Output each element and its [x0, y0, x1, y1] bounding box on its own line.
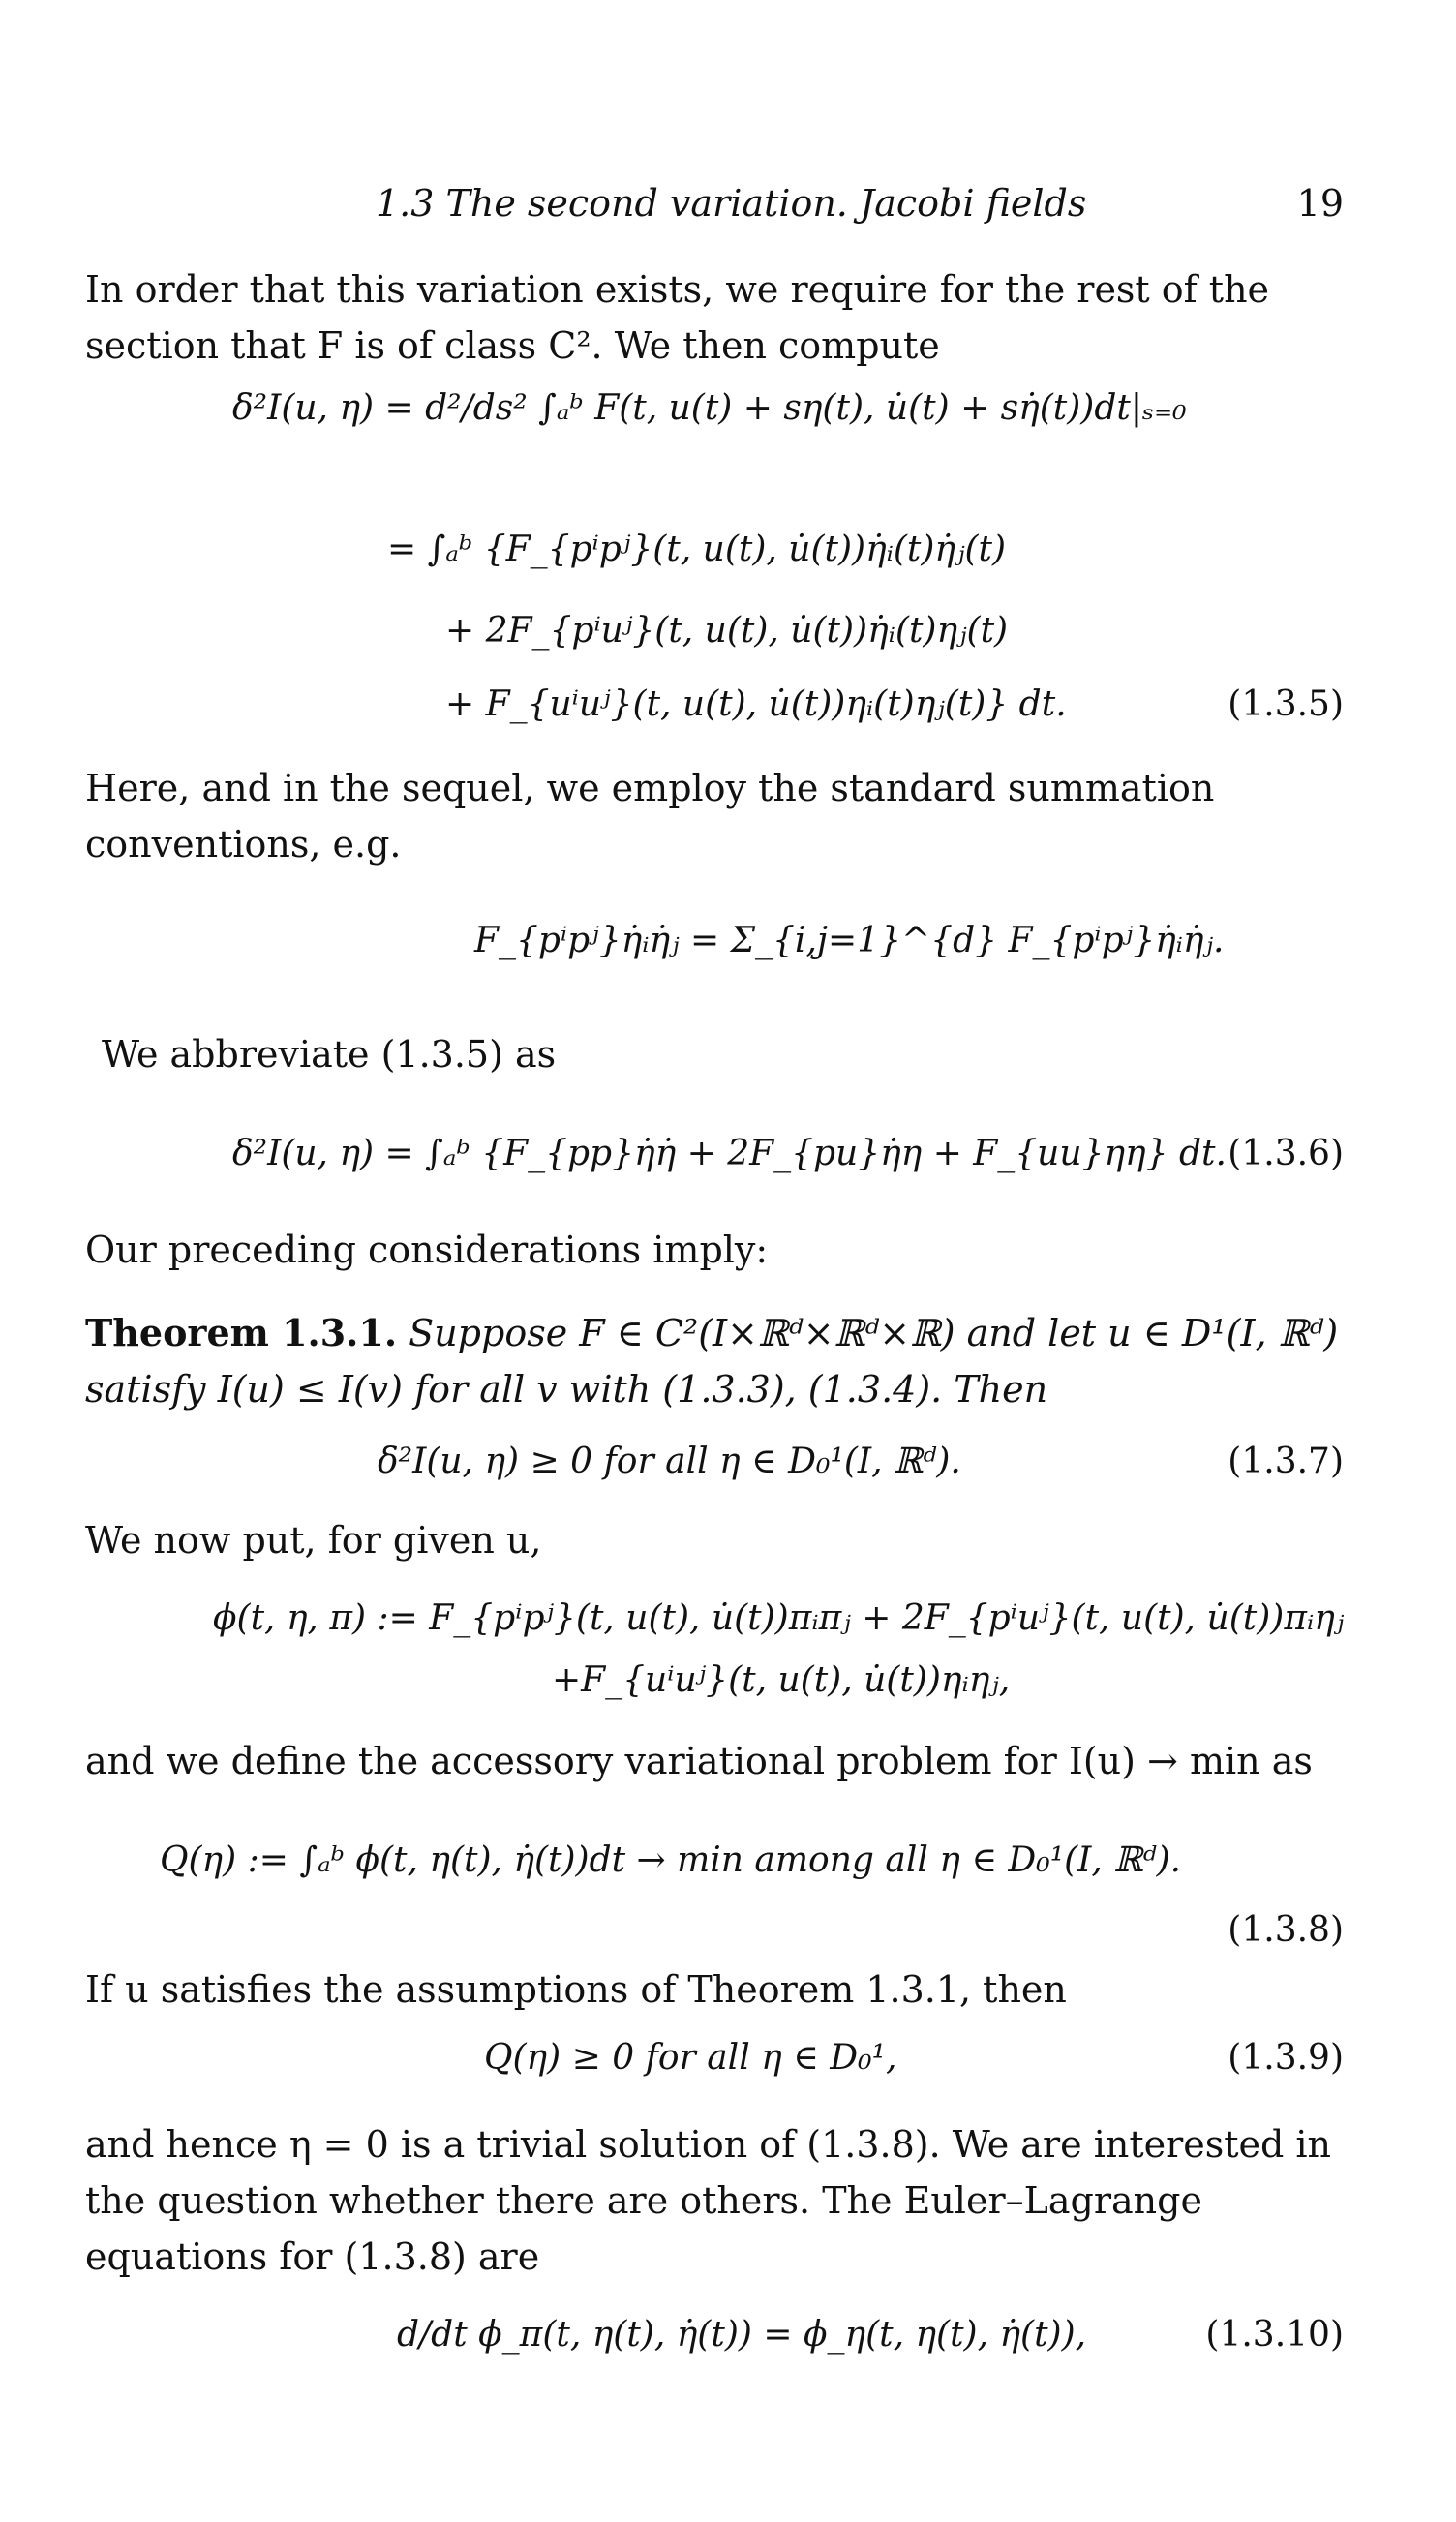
equation-1-3-5-line2: = ∫ₐᵇ {F_{pⁱpʲ}(t, u(t), u̇(t))η̇ᵢ(t)η̇ⱼ(t)	[387, 530, 1007, 569]
paragraph-assumptions: If u satisfies the assumptions of Theorem 1.3.1, then	[85, 1968, 1067, 2011]
paragraph-considerations: Our preceding considerations imply:	[85, 1229, 769, 1271]
equation-1-3-5-line4: + F_{uⁱuʲ}(t, u(t), u̇(t))ηᵢ(t)ηⱼ(t)} dt.	[445, 684, 1067, 724]
equation-1-3-9: Q(η) ≥ 0 for all η ∈ D₀¹,	[484, 2038, 897, 2078]
paragraph-intro: In order that this variation exists, we require for the rest of the section that F is of class C². We then compute	[85, 268, 1270, 367]
equation-number-1-3-9: (1.3.9)	[1228, 2038, 1344, 2078]
section-title: 1.3 The second variation. Jacobi fields	[376, 182, 1087, 225]
equation-1-3-8: Q(η) := ∫ₐᵇ ϕ(t, η(t), η̇(t))dt → min among all η ∈ D₀¹(I, ℝᵈ).	[160, 1840, 1182, 1880]
theorem-label: Theorem 1.3.1.	[85, 1311, 398, 1354]
equation-phi-line2: +F_{uⁱuʲ}(t, u(t), u̇(t))ηᵢηⱼ,	[552, 1660, 1011, 1700]
equation-number-1-3-5: (1.3.5)	[1228, 684, 1344, 724]
equation-1-3-10: d/dt ϕ_π(t, η(t), η̇(t)) = ϕ_η(t, η(t), η̇(t)),	[397, 2315, 1087, 2355]
paragraph-trivial-solution: and hence η = 0 is a trivial solution of (1.3.8). We are interested in the question whether there are others. The Euler–Lagrange equations for (1.3.8) are	[85, 2123, 1332, 2278]
equation-number-1-3-6: (1.3.6)	[1228, 1134, 1344, 1173]
paragraph-summation: Here, and in the sequel, we employ the standard summation conventions, e.g.	[85, 767, 1215, 866]
equation-phi-line1: ϕ(t, η, π) := F_{pⁱpʲ}(t, u(t), u̇(t))πᵢπⱼ + 2F_{pⁱuʲ}(t, u(t), u̇(t))πᵢηⱼ	[213, 1598, 1345, 1638]
paragraph-put: We now put, for given u,	[85, 1519, 542, 1562]
paragraph-accessory: and we define the accessory variational problem for I(u) → min as	[85, 1740, 1313, 1782]
paragraph-abbreviate: We abbreviate (1.3.5) as	[102, 1033, 557, 1076]
running-header	[85, 182, 1344, 230]
equation-1-3-5-line3: + 2F_{pⁱuʲ}(t, u(t), u̇(t))η̇ᵢ(t)ηⱼ(t)	[445, 611, 1009, 651]
equation-1-3-7: δ²I(u, η) ≥ 0 for all η ∈ D₀¹(I, ℝᵈ).	[378, 1442, 961, 1481]
equation-number-1-3-10: (1.3.10)	[1205, 2315, 1344, 2355]
theorem-statement: Suppose F ∈ C²(I×ℝᵈ×ℝᵈ×ℝ) and let u ∈ D¹(I, ℝᵈ) satisfy I(u) ≤ I(v) for all v with (1.3.3), (1.3.4). Then	[85, 1312, 1339, 1411]
equation-summation: F_{pⁱpʲ}η̇ᵢη̇ⱼ = Σ_{i,j=1}^{d} F_{pⁱpʲ}η̇ᵢη̇ⱼ.	[474, 921, 1225, 960]
equation-1-3-5-line1: δ²I(u, η) = d²/ds² ∫ₐᵇ F(t, u(t) + sη(t), u̇(t) + sη̇(t))dt|ₛ₌₀	[232, 388, 1187, 428]
equation-1-3-6: δ²I(u, η) = ∫ₐᵇ {F_{pp}η̇η̇ + 2F_{pu}η̇η + F_{uu}ηη} dt.	[232, 1134, 1227, 1173]
page-number: 19	[1296, 182, 1344, 225]
equation-number-1-3-8: (1.3.8)	[1228, 1910, 1344, 1950]
equation-number-1-3-7: (1.3.7)	[1228, 1442, 1344, 1481]
theorem-1-3-1	[85, 1305, 1344, 1417]
